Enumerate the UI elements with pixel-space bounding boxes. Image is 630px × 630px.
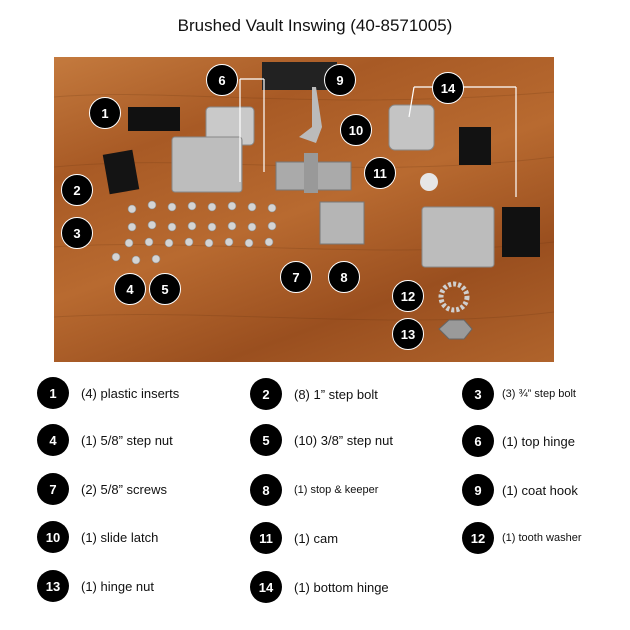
photo-marker-10: 10 <box>340 114 372 146</box>
plastic-insert-top-left <box>128 107 180 131</box>
legend-number: 6 <box>462 425 494 457</box>
hinge-nut <box>439 320 472 339</box>
plastic-insert-right-bottom <box>502 207 540 257</box>
legend-label: (2) 5/8” screws <box>81 481 167 497</box>
legend-item-9 <box>462 474 578 506</box>
legend-label: (1) coat hook <box>502 482 578 498</box>
legend-number: 11 <box>250 522 282 554</box>
legend-item-5 <box>250 424 393 456</box>
legend-label: (1) cam <box>294 530 339 546</box>
legend-item-4 <box>37 424 173 456</box>
bolts <box>112 201 276 264</box>
legend-item-10 <box>37 521 158 553</box>
legend-number: 12 <box>462 522 494 554</box>
legend-item-1 <box>37 377 179 409</box>
photo-marker-1: 1 <box>89 97 121 129</box>
photo-marker-13: 13 <box>392 318 424 350</box>
legend-label: (1) top hinge <box>502 433 575 449</box>
legend-label: (1) stop & keeper <box>294 484 379 496</box>
plastic-insert-right-top <box>459 127 491 165</box>
legend-item-7 <box>37 473 167 505</box>
legend-item-2 <box>250 378 378 410</box>
legend-label: (3) ¾” step bolt <box>502 388 576 400</box>
legend-number: 13 <box>37 570 69 602</box>
legend-number: 8 <box>250 474 282 506</box>
legend-number: 5 <box>250 424 282 456</box>
legend-label: (1) hinge nut <box>81 578 154 594</box>
legend-item-13 <box>37 570 154 602</box>
photo-marker-3: 3 <box>61 217 93 249</box>
photo-marker-9: 9 <box>324 64 356 96</box>
photo-marker-8: 8 <box>328 261 360 293</box>
legend-item-14 <box>250 571 389 603</box>
legend-label: (8) 1” step bolt <box>294 386 378 402</box>
photo-marker-14: 14 <box>432 72 464 104</box>
legend-number: 14 <box>250 571 282 603</box>
parts-illustration <box>54 57 554 362</box>
page-title: Brushed Vault Inswing (40-8571005) <box>177 16 453 35</box>
top-hinge <box>172 137 242 192</box>
photo-marker-2: 2 <box>61 174 93 206</box>
legend-item-3 <box>462 378 576 410</box>
legend-number: 9 <box>462 474 494 506</box>
legend-item-6 <box>462 425 575 457</box>
legend-label: (4) plastic inserts <box>81 385 180 401</box>
legend-number: 4 <box>37 424 69 456</box>
bottom-hinge-upper <box>389 105 434 150</box>
legend-number: 7 <box>37 473 69 505</box>
legend-label: (1) 5/8” step nut <box>81 432 173 448</box>
photo-marker-12: 12 <box>392 280 424 312</box>
legend-label: (10) 3/8” step nut <box>294 432 393 448</box>
photo-marker-6: 6 <box>206 64 238 96</box>
cam <box>420 173 438 191</box>
legend-label: (1) slide latch <box>81 529 159 545</box>
photo-marker-11: 11 <box>364 157 396 189</box>
photo-marker-7: 7 <box>280 261 312 293</box>
legend-number: 1 <box>37 377 69 409</box>
legend-item-8 <box>250 474 378 506</box>
legend-number: 3 <box>462 378 494 410</box>
legend-label: (1) tooth washer <box>502 532 582 544</box>
legend-label: (1) bottom hinge <box>294 579 389 595</box>
parts-photo <box>54 57 554 362</box>
legend-item-11 <box>250 522 338 554</box>
bottom-hinge <box>422 207 494 267</box>
coat-hook <box>299 87 322 143</box>
slide-latch-knob <box>304 153 318 193</box>
legend-number: 2 <box>250 378 282 410</box>
photo-marker-5: 5 <box>149 273 181 305</box>
stop-and-keeper <box>320 202 364 244</box>
photo-marker-4: 4 <box>114 273 146 305</box>
tooth-washer <box>441 284 467 310</box>
legend-item-12 <box>462 522 581 554</box>
legend-number: 10 <box>37 521 69 553</box>
plastic-insert-left <box>103 150 139 195</box>
